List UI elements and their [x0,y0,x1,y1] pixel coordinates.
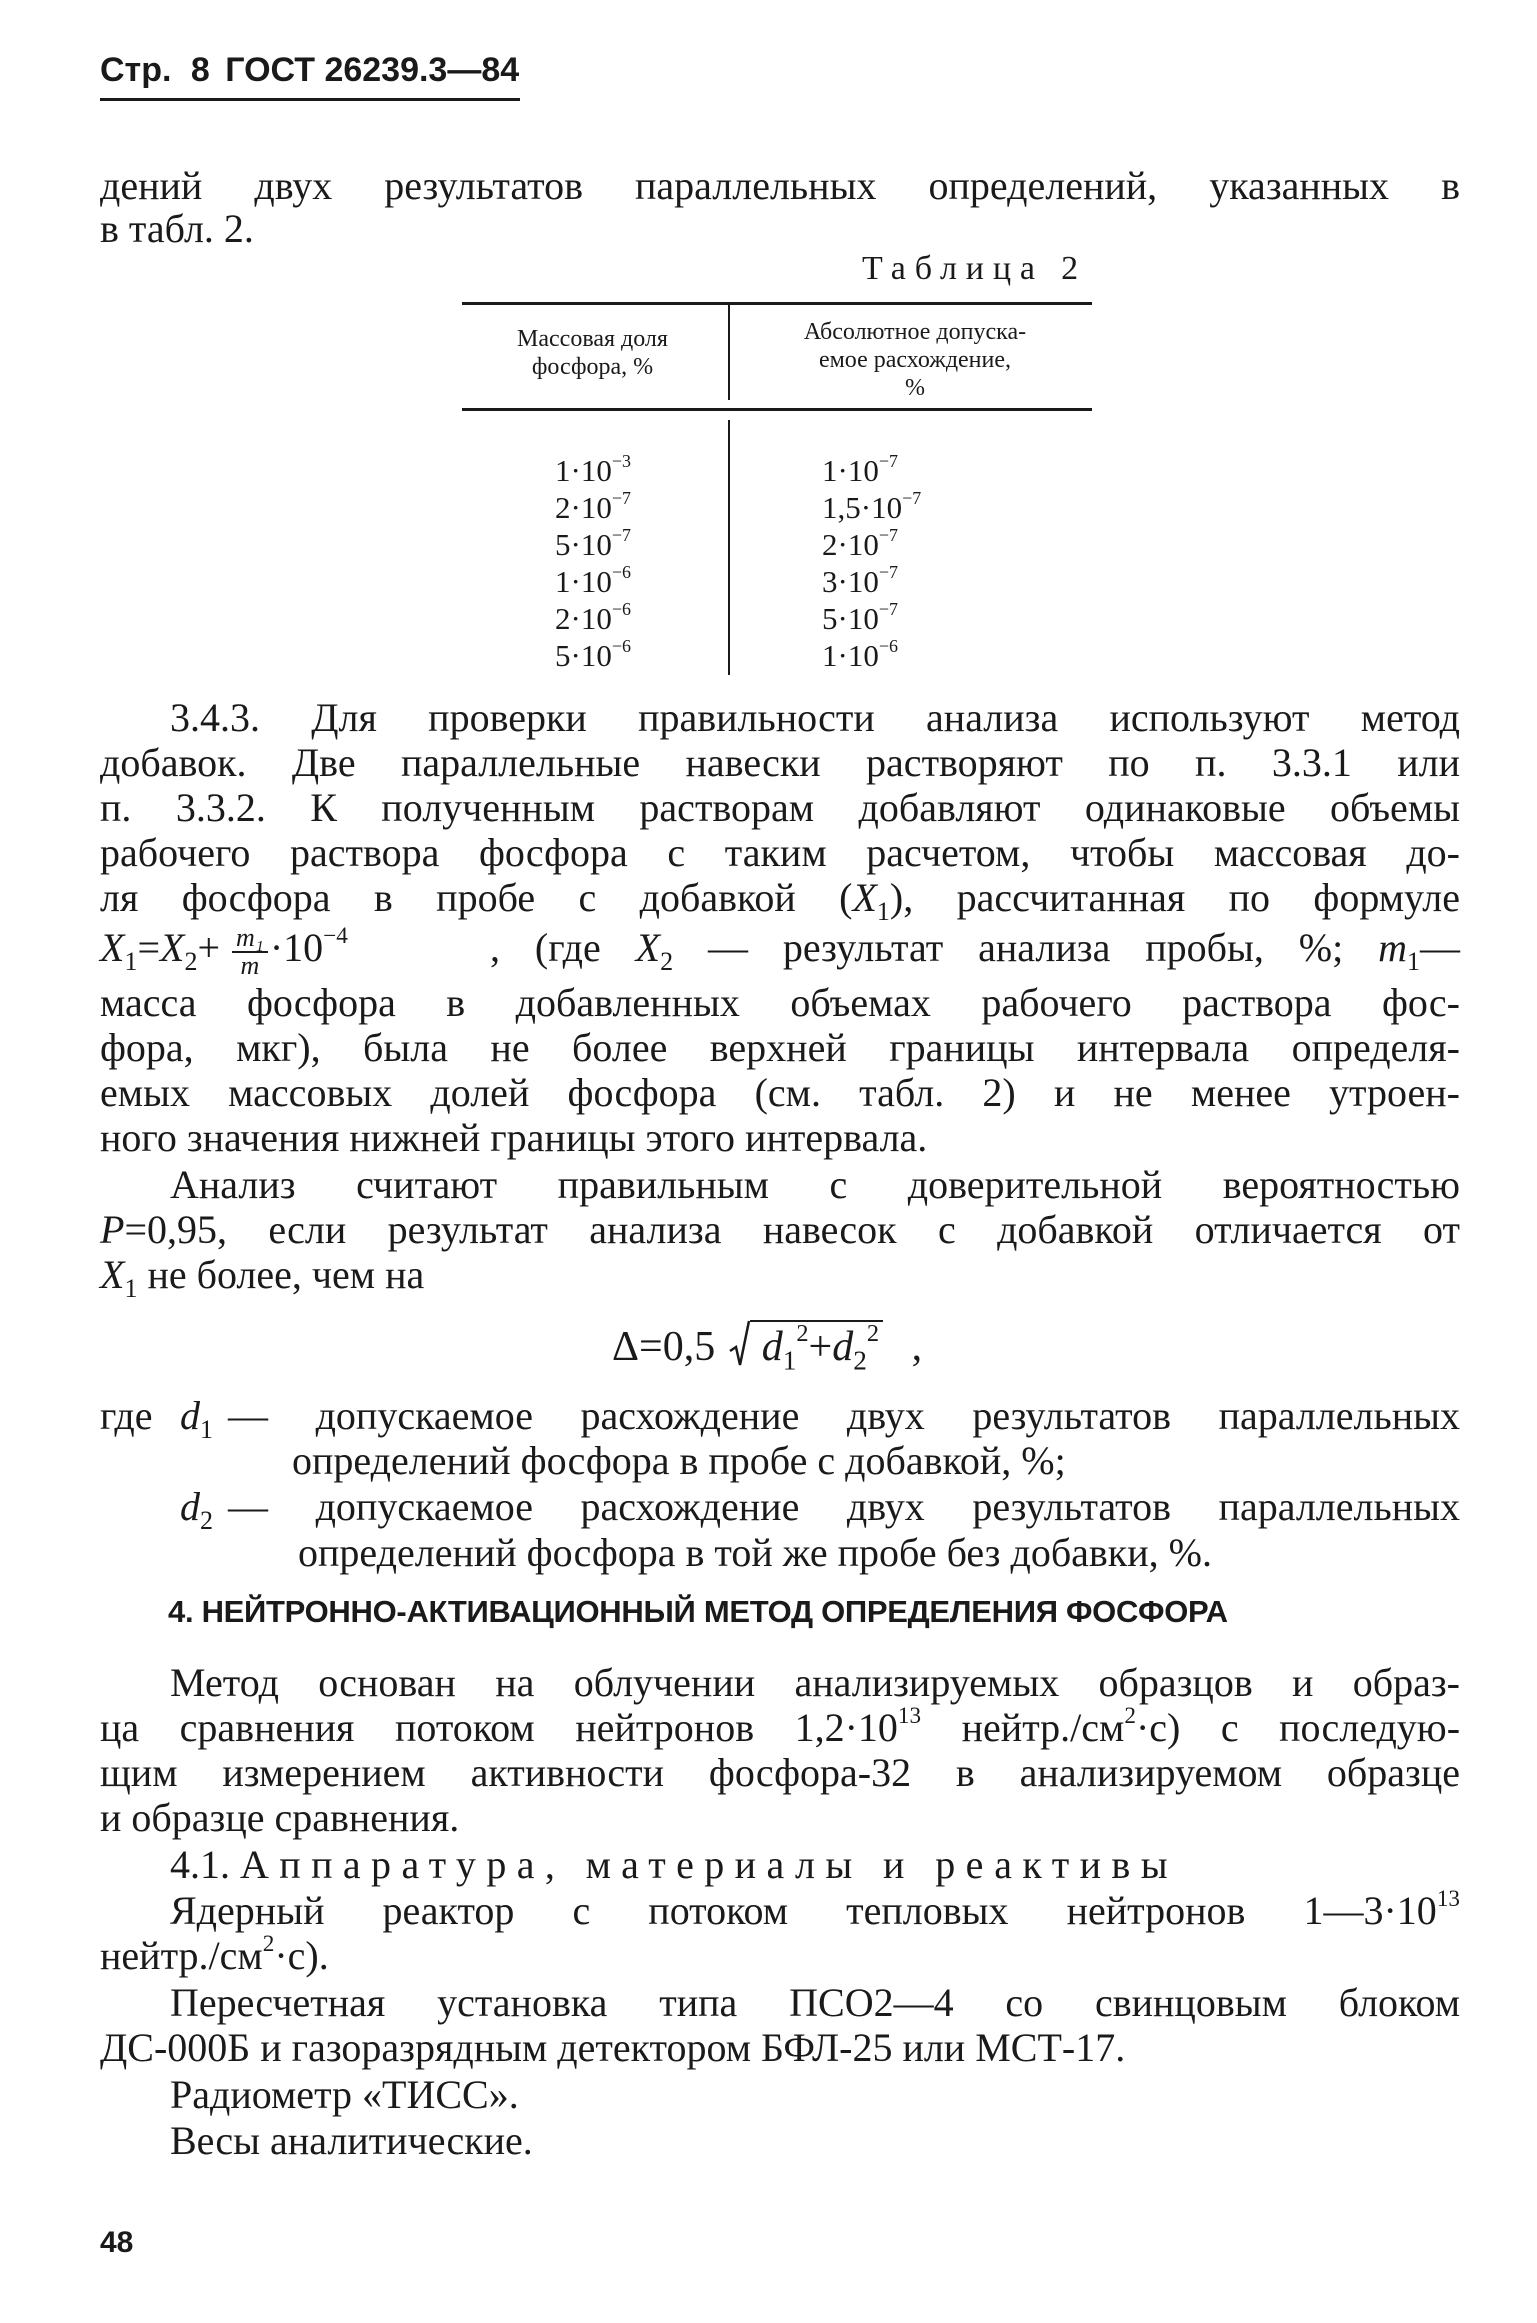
mass-value: 1·10 [555,453,612,488]
counter-line-2: ДС-000Б и газоразрядным детектором БФЛ-25 или МСТ-17. [100,2025,1126,2070]
subsection-41-title: Аппаратура, материалы и реактивы [240,1842,1178,1887]
section-343-line-8: фора, мкг), была не более верхней границы интервала определя- [100,1025,1460,1070]
abs-value: 1·10 [822,638,879,673]
table-row [555,637,631,674]
abs-value: 3·10 [822,564,879,599]
sqrt-icon [728,1319,750,1369]
where-d2-line-2: определений фосфора в той же пробе без добавки, %. [298,1530,1212,1575]
mass-value: 2·10 [555,490,612,525]
table-row [822,637,921,674]
col2-header-line-3: % [905,375,925,401]
abs-value: 2·10 [822,527,879,562]
table-row [822,526,921,563]
section-343-line-9: емых массовых долей фосфора (см. табл. 2) и не менее утроен- [100,1070,1460,1115]
section-343-line-1: 3.4.3. Для проверки правильности анализа используют метод [170,695,1460,740]
abs-exponent: −6 [878,635,898,656]
abs-exponent: −7 [902,487,922,508]
standard-code: ГОСТ 26239.3—84 [225,51,520,89]
section-343-line-5: ля фосфора в пробе с добавкой $(X_1)$, рассчитанная по формуле [100,875,1460,926]
table-caption: Таблица 2 [862,250,1087,287]
section-343-line-6: , (где $X_2$ — результат анализа пробы, %; $m_1—$ [490,925,1461,976]
section-4-p1-line-2: ца сравнения потоком нейтронов $1,2\cdot 10^{13}$ $нейтр./см^2\cdot с$) с последую- [100,1703,1461,1750]
table-header-rule [462,408,1092,411]
mass-exponent: −6 [611,635,631,656]
col1-header-line-2: фосфора, % [531,354,654,380]
mass-value: 2·10 [555,601,612,636]
table-row [822,489,921,526]
section-4-title: 4. НЕЙТРОННО-АКТИВАЦИОННЫЙ МЕТОД ОПРЕДЕЛЕНИЯ ФОСФОРА [168,1594,1228,1629]
table-row [822,600,921,637]
mass-value: 5·10 [555,638,612,673]
radiometer-line: Радиометр «ТИСС». [170,2072,519,2117]
col2-header [740,318,1090,402]
where-d2-line-1: — допускаемое расхождение двух результатов параллельных [228,1484,1460,1529]
table-column-divider-upper [728,305,730,400]
analysis-line-3: $X_1$ не более, чем на [100,1252,425,1303]
section-343-line-4: рабочего раствора фосфора с таким расчетом, чтобы массовая до- [100,830,1460,875]
abs-value: 1,5·10 [822,490,903,525]
table-row [822,563,921,600]
where-d1-symbol: $d_1$ [180,1393,213,1444]
where-intro: где [100,1393,153,1438]
reactor-line-2: $нейтр./см^2\cdot с$). [100,1931,329,1978]
page-number-header: 8 [190,51,210,89]
intro-line-1: дений двух результатов параллельных определений, указанных в [100,163,1460,208]
table-row [555,563,631,600]
section-343-line-2: добавок. Две параллельные навески растворяют по п. 3.3.1 или [100,740,1460,785]
table-body-col2 [822,452,921,674]
where-d1-line-1: — допускаемое расхождение двух результатов параллельных [228,1393,1460,1438]
subsection-41-number: 4.1. [170,1842,230,1887]
col2-header-line-1: Абсолютное допуска- [803,319,1027,345]
where-d1-line-2: определений фосфора в пробе с добавкой, %; [292,1438,1066,1483]
col1-header-line-1: Массовая доля [517,326,668,352]
where-d2-symbol: $d_2$ [180,1484,213,1535]
mass-exponent: −6 [611,561,631,582]
col1-header [470,325,715,381]
mass-exponent: −6 [611,598,631,619]
footer-page-number: 48 [100,2226,134,2259]
table-row [555,526,631,563]
abs-exponent: −7 [878,561,898,582]
abs-exponent: −7 [878,450,898,471]
x1-formula: $X_1=X_2+$ $\frac{\text{m₁}}{m}$ $\cdot 10^{-4}$ [100,923,348,980]
table-row [822,452,921,489]
section-4-p1-line-4: и образце сравнения. [100,1795,460,1840]
analysis-line-1: Анализ считают правильным с доверительной вероятностью [170,1162,1460,1207]
mass-value: 5·10 [555,527,612,562]
abs-value: 5·10 [822,601,879,636]
page-label: Стр. [100,51,172,89]
fraction: $\frac{\text{m₁}}{m}$ [232,925,268,979]
counter-line-1: Пересчетная установка типа ПСО2—4 со свинцовым блоком [170,1980,1460,2025]
abs-exponent: −7 [878,598,898,619]
subsection-41-heading [170,1842,1178,1887]
table-body-col1 [555,452,631,674]
header-rule [100,98,520,101]
intro-line-2: в табл. 2. [100,206,254,251]
abs-value: 1·10 [822,453,879,488]
scales-line: Весы аналитические. [170,2118,533,2163]
table-top-rule [462,302,1092,305]
analysis-line-2: P=0,95, если результат анализа навесок с добавкой отличается от [100,1207,1460,1252]
mass-exponent: −3 [611,450,631,471]
table-row [555,600,631,637]
mass-exponent: −7 [611,487,631,508]
section-343-line-3: п. 3.3.2. К полученным растворам добавляют одинаковые объемы [100,785,1460,830]
table-row [555,489,631,526]
delta-formula: Δ=0,5 $d_1^2+d_2^2$ , [612,1320,923,1376]
section-4-p1-line-3: щим измерением активности фосфора-32 в анализируемом образце [100,1750,1460,1795]
sqrt-sign: $d_1^2+d_2^2$ [732,1325,891,1370]
section-343-line-7: масса фосфора в добавленных объемах рабочего раствора фос- [100,980,1460,1025]
page-header [100,50,519,90]
table-column-divider-lower [728,420,730,675]
mass-exponent: −7 [611,524,631,545]
section-4-p1-line-1: Метод основан на облучении анализируемых образцов и образ- [170,1660,1460,1705]
reactor-line-1: Ядерный реактор с потоком тепловых нейтронов $1—3\cdot 10^{13}$ [170,1886,1460,1933]
section-343-line-10: ного значения нижней границы этого интервала. [100,1115,928,1160]
col2-header-line-2: емое расхождение, [818,347,1012,373]
mass-value: 1·10 [555,564,612,599]
table-row [555,452,631,489]
abs-exponent: −7 [878,524,898,545]
